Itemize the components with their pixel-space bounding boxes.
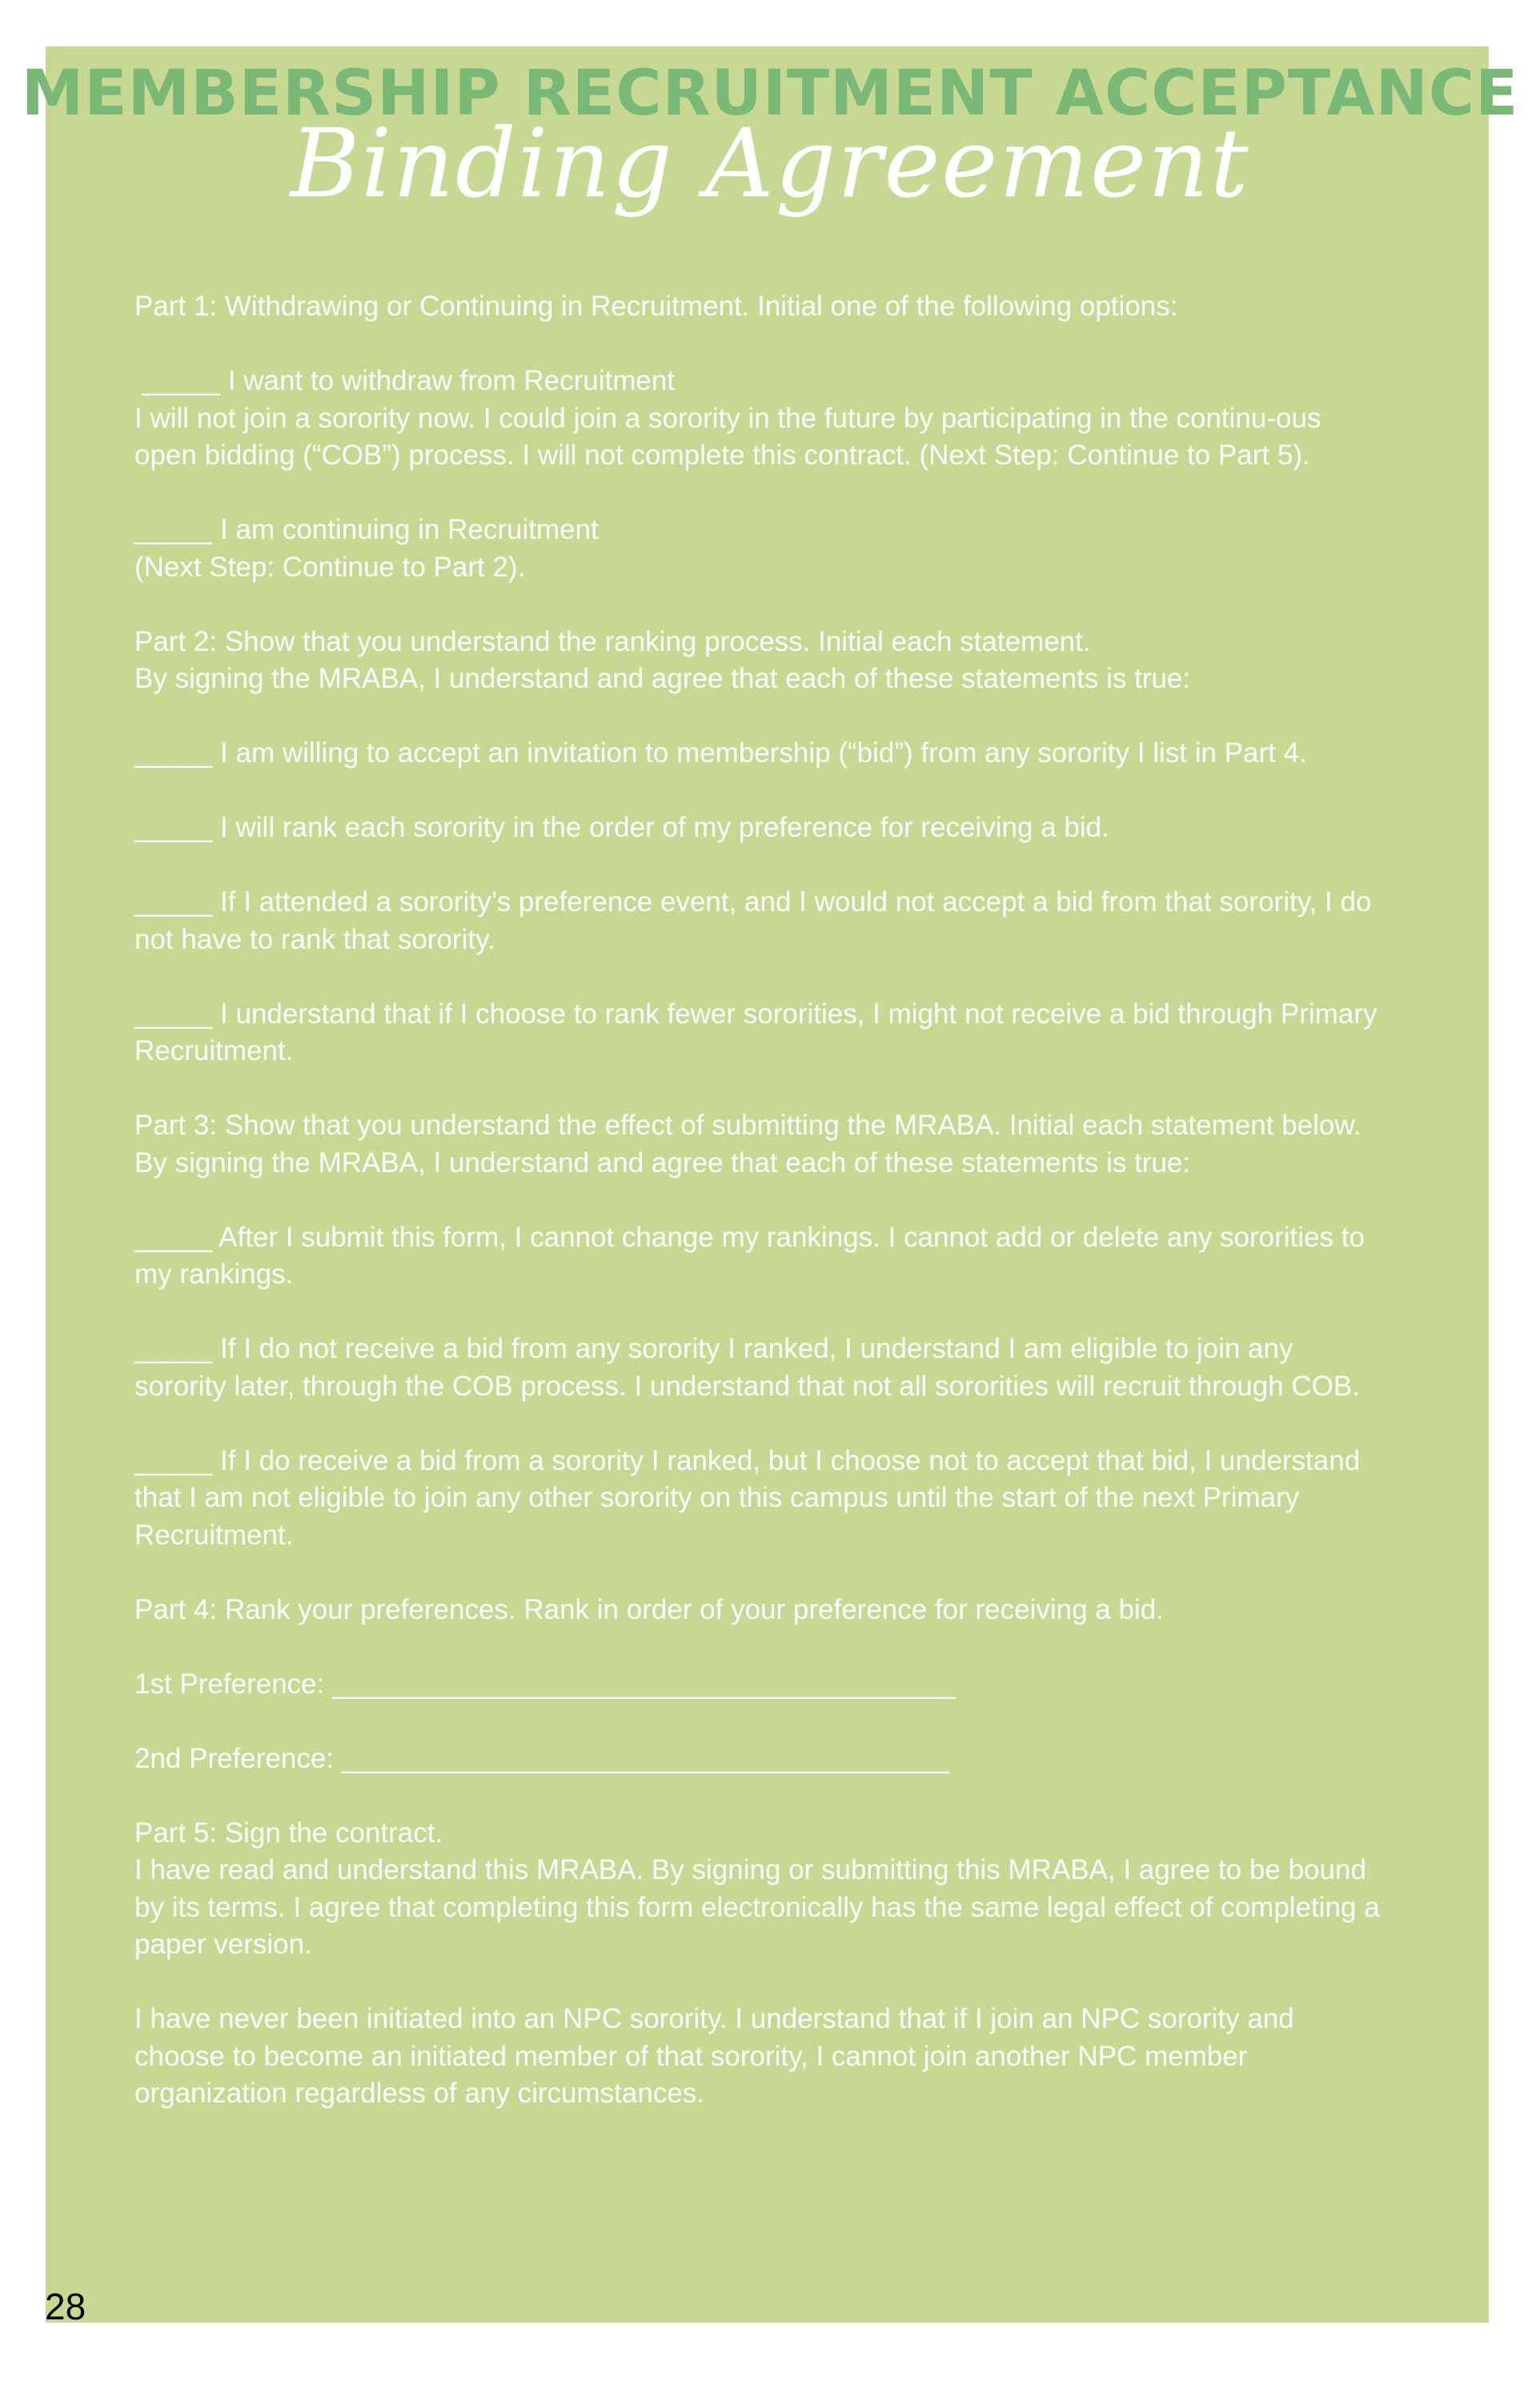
part5-declaration: I have never been initiated into an NPC sorority. I understand that if I join an NPC sorority and choose to become an initiated member of that sorority, I cannot join another NPC member organization regardless of any circumstances. [134, 2003, 1294, 2109]
part3-statement: _____ If I do receive a bid from a sorority I ranked, but I choose not to accept that bid, I understand that I am not eligible to join any other sorority on this campus until the start of the next Primary Recruitment. [134, 1444, 1361, 1551]
part3-heading: Part 3: Show that you understand the effect of submitting the MRABA. Initial each statement below. By signing the MRABA, I understand and agree that each of these statements is true: [134, 1110, 1362, 1178]
part2-statement: _____ I am willing to accept an invitation to membership (“bid”) from any sorority I list in Part 4. [134, 737, 1307, 769]
part4-heading: Part 4: Rank your preferences. Rank in order of your preference for receiving a bid. [134, 1593, 1164, 1625]
second-preference-field[interactable]: 2nd Preference: _______________________________________ [134, 1742, 949, 1774]
part2-statement: _____ If I attended a sorority’s preference event, and I would not accept a bid from that sorority, I do not have to rank that sorority. [134, 886, 1372, 955]
page-number: 28 [45, 2286, 86, 2327]
part3-statement: _____ If I do not receive a bid from any sorority I ranked, I understand I am eligible to join any sorority later, through the COB process. I understand that not all sororities will recruit through COB. [134, 1333, 1360, 1402]
part2-intro-block [134, 624, 1391, 698]
first-preference-field[interactable]: 1st Preference: ________________________________________ [134, 1668, 956, 1700]
page-title: MEMBERSHIP RECRUITMENT ACCEPTANCE [21, 58, 1519, 130]
withdraw-line: _____ I want to withdraw from Recruitment [134, 365, 676, 396]
part3-statement: _____ After I submit this form, I cannot change my rankings. I cannot add or delete any sororities to my rankings. [134, 1221, 1365, 1290]
part2-statement: _____ I will rank each sorority in the order of my preference for receiving a bid. [134, 812, 1109, 843]
part1-continue-option [134, 512, 1391, 586]
page-subtitle: Binding Agreement [290, 108, 1250, 219]
part5-block [134, 1815, 1391, 1964]
agreement-body [134, 288, 1391, 2150]
continue-description: (Next Step: Continue to Part 2). [134, 551, 526, 583]
part5-heading: Part 5: Sign the contract. [134, 1817, 443, 1849]
part1-heading: Part 1: Withdrawing or Continuing in Recruitment. Initial one of the following options: [134, 291, 1178, 322]
part1-withdraw-option [134, 363, 1391, 475]
part2-intro: By signing the MRABA, I understand and agree that each of these statements is true: [134, 663, 1191, 694]
part2-statement: _____ I understand that if I choose to rank fewer sororities, I might not receive a bid through Primary Recruitment. [134, 998, 1378, 1066]
continue-line: _____ I am continuing in Recruitment [134, 514, 599, 545]
withdraw-description: I will not join a sorority now. I could join a sorority in the future by participating in the continu-ous open bidding (“COB”) process. I will not complete this contract. (Next Step: Continue to Part 5). [134, 402, 1321, 471]
part2-heading: Part 2: Show that you understand the ranking process. Initial each statement. [134, 625, 1091, 657]
part5-text: I have read and understand this MRABA. By signing or submitting this MRABA, I agree to be bound by its terms. I agree that completing this form electronically has the same legal effect of completing a paper version. [134, 1854, 1380, 1960]
